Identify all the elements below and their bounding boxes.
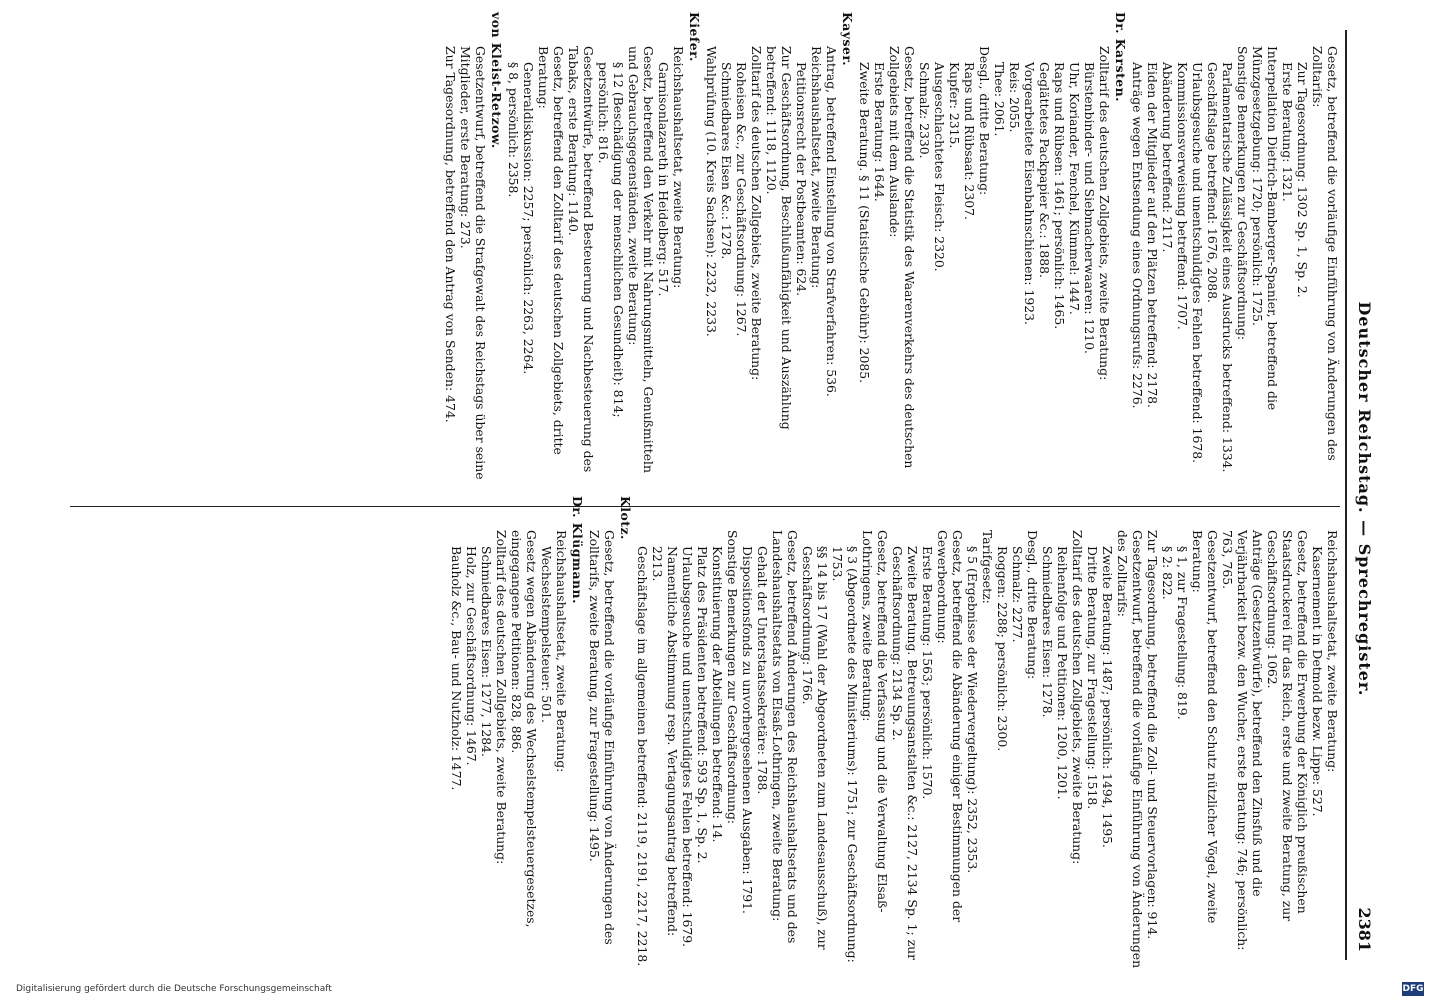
entry-text: Urlaubsgesuche und unentschuldigtes Fehlen betreffend: 1678. <box>1190 62 1205 464</box>
entry-text: Kasernement in Detmold bezw. Lippe: 527. <box>1310 546 1325 817</box>
register-entry <box>1310 46 1340 486</box>
register-entry <box>1040 530 1055 970</box>
entry-text: Zur Geschäftsordnung, Beschlußunfähigkeit und Auszählung betreffend: 1118, 1120. <box>764 46 794 430</box>
register-entry <box>1115 530 1145 970</box>
register-entry <box>671 12 702 486</box>
register-entry <box>494 530 509 970</box>
entry-text: Gesetz, betreffend die vorläufige Einführung von Änderungen des Zolltarifs: <box>1310 46 1340 461</box>
entry-text: Schmiedbares Eisen &c.: 1278. <box>719 62 734 260</box>
entry-text: Reichshaushaltsetat, zweite Beratung: <box>671 46 686 289</box>
register-entry <box>887 46 917 486</box>
entry-text: Petitionsrecht der Postbeamten: 624. <box>794 62 809 297</box>
entry-text: Schmiedbares Eisen: 1277, 1284. <box>479 546 494 757</box>
page-header <box>1348 38 1374 960</box>
entry-text: Vorgearbeitete Eisenbahnschienen: 1923. <box>1022 62 1037 325</box>
register-entry <box>824 12 855 486</box>
entry-text: Zolltarif des deutschen Zollgebiets, zweite Beratung: <box>494 530 509 865</box>
entry-text: Reichshaushaltsetat, zweite Beratung: <box>554 530 569 773</box>
register-entry <box>566 46 596 486</box>
entry-text: Gesetz, betreffend die Statistik des Waarenverkehrs des deutschen Zollgebiets mit dem Auslande: <box>887 46 917 469</box>
footer-credit: Digitalisierung gefördert durch die Deutsche Forschungsgemeinschaft <box>16 984 332 994</box>
entry-text: Anträge wegen Entsendung eines Ordnungsrufs: 2276. <box>1130 62 1145 409</box>
entry-text: Holz, zur Geschäftsordnung: 1467. <box>464 546 479 766</box>
register-entry <box>734 46 749 486</box>
entry-text: Bauholz &c., Bau- und Nutzholz: 1477. <box>449 546 464 791</box>
entry-text: Wechselstempelsteuer: 501. <box>539 546 554 723</box>
entry-text: Erste Beratung: 1321. <box>1280 62 1295 202</box>
entry-text: Thee: 2061. <box>992 62 1007 137</box>
register-entry <box>770 530 800 970</box>
entry-text: Gesetzentwurf, betreffend den Schutz nützlicher Vögel, zweite Beratung: <box>1190 530 1220 924</box>
register-entry <box>1220 46 1235 486</box>
page-number: 2381 <box>1355 907 1374 952</box>
register-entry <box>1085 530 1100 970</box>
register-entry <box>656 46 671 486</box>
entry-text: Geschäftslage im allgemeinen betreffend: 2119, 2191, 2217, 2218. <box>635 546 650 967</box>
register-entry <box>749 46 764 486</box>
register-entry <box>1025 530 1040 970</box>
entry-text: Bürstenbinder- und Siebmacherwaaren: 1210. <box>1082 62 1097 354</box>
register-entry <box>536 46 566 486</box>
register-entry <box>890 530 920 970</box>
register-entry <box>449 530 464 970</box>
register-entry <box>695 530 710 970</box>
entry-text: Zolltarif des deutschen Zollgebiets, zweite Beratung: <box>1097 46 1112 381</box>
register-entry <box>830 530 860 970</box>
register-entry <box>1097 12 1128 486</box>
entry-text: Generaldiskussion: 2257; persönlich: 2263, 2264. <box>521 62 536 375</box>
register-entry <box>1037 46 1052 486</box>
entry-text: Anträge (Gesetzentwürfe), betreffend den Zinsfuß und die Verjährbarkeit bezw. den Wucher, erste Beratung: 746; persönlich: 763, 765. <box>1220 530 1265 951</box>
entry-text: Zolltarif des deutschen Zollgebiets, zweite Beratung: <box>749 46 764 381</box>
register-entry <box>506 46 521 486</box>
register-entry <box>1100 530 1115 970</box>
entry-text: §§ 14 bis 17 (Wahl der Abgeordneten zum Landesausschuß), zur Geschäftsordnung: 1766. <box>800 546 830 950</box>
register-entry <box>1145 46 1160 486</box>
speaker-name: Dr. Klügmann. <box>570 496 585 604</box>
entry-text: Roggen: 2288; persönlich: 2300. <box>995 546 1010 752</box>
register-entry <box>1130 46 1145 486</box>
entry-text: Gesetz, betreffend die Erwerbung der Königlich preußischen Staatsdruckerei für das Reich, erste und zweite Beratung, zur Geschäftsordnung: 1062. <box>1265 530 1310 922</box>
register-entry <box>1325 530 1340 970</box>
speaker-name: von Kleist-Retzow. <box>489 12 504 149</box>
speaker-name: Dr. Karsten. <box>1113 12 1128 102</box>
register-entry <box>860 530 890 970</box>
register-entry <box>809 46 824 486</box>
entry-text: Gesetz, betreffend den Zolltarif des deutschen Zollgebiets, dritte Beratung: <box>536 46 566 455</box>
entry-text: Gesetzentwürfe, betreffend Besteuerung und Nachbesteuerung des Tabaks, erste Beratung: 1140. <box>566 46 596 473</box>
register-entry <box>1175 46 1190 486</box>
register-entry <box>1235 46 1250 486</box>
entry-text: Geschäftslage betreffend: 1676, 2088. <box>1205 62 1220 303</box>
register-entry <box>479 530 494 970</box>
entry-text: Abänderung betreffend: 2117. <box>1160 62 1175 253</box>
entry-text: Platz des Präsidenten betreffend: 593 Sp. 1, Sp. 2. <box>695 546 710 864</box>
register-entry <box>719 46 734 486</box>
register-entry <box>1205 46 1220 486</box>
entry-text: Roheisen &c., zur Geschäftsordnung: 1267. <box>734 62 749 337</box>
register-entry <box>635 530 650 970</box>
register-entry <box>626 46 656 486</box>
entry-text: Namentliche Abstimmung resp. Vertagungsantrag betreffend: 2213. <box>650 546 680 937</box>
entry-text: Konstituierung der Abteilungen betreffend: 14. <box>710 546 725 843</box>
speaker-name: Kayser. <box>840 12 855 67</box>
entry-text: Raps und Rübsen: 1461; persönlich: 1465. <box>1052 62 1067 330</box>
entry-text: Zur Tagesordnung, betreffend den Antrag von Senden: 474. <box>443 46 458 423</box>
register-entry <box>800 530 830 970</box>
register-entry <box>1220 530 1265 970</box>
entry-text: Erste Beratung: 1563; persönlich: 1570. <box>920 546 935 800</box>
register-entry <box>1295 46 1310 486</box>
register-entry <box>539 530 554 970</box>
entry-text: Wahlprüfung (10. Kreis Sachsen): 2232, 2233. <box>704 46 719 337</box>
entry-text: Erste Beratung: 1644. <box>872 62 887 202</box>
entry-text: Kommissionsverweisung betreffend: 1707. <box>1175 62 1190 330</box>
entry-text: Desgl., dritte Beratung: <box>1025 530 1040 680</box>
register-entry <box>443 46 458 486</box>
register-entry <box>1055 530 1070 970</box>
left-column <box>443 12 1340 486</box>
right-column <box>449 496 1340 970</box>
register-entry <box>554 496 585 970</box>
register-entry <box>680 530 695 970</box>
register-entry <box>1022 46 1037 486</box>
register-entry <box>1067 46 1082 486</box>
entry-text: Reis: 2055. <box>1007 62 1022 133</box>
register-entry <box>458 12 504 486</box>
entry-text: Zur Tagesordnung, betreffend die Zoll- und Steuervorlagen: 914. <box>1145 530 1160 940</box>
entry-text: Tarifgesetz: <box>980 530 995 604</box>
register-entry <box>755 530 770 970</box>
register-entry <box>1280 46 1295 486</box>
entry-text: Gesetz wegen Abänderung des Wechselstempelsteuergesetzes, eingegangene Petitionen: 828, 886. <box>509 530 539 928</box>
entry-text: Schmalz: 2330. <box>917 62 932 159</box>
entry-text: Gesetz, betreffend die Verfassung und die Verwaltung Elsaß-Lothringens, zweite Beratung: <box>860 530 890 913</box>
entry-text: § 3 (Abgeordnete des Ministeriums): 1751; zur Geschäftsordnung: 1753. <box>830 546 860 963</box>
register-entry <box>1175 530 1190 970</box>
register-entry <box>965 530 980 970</box>
register-entry <box>947 46 962 486</box>
entry-text: Gesetz, betreffend den Verkehr mit Nahrungsmitteln, Genußmitteln und Gebrauchsgegenständen, zweite Beratung: <box>626 46 656 473</box>
entry-text: Urlaubsgesuche und unentschuldigtes Fehlen betreffend: 1679. <box>680 546 695 948</box>
entry-text: Ausgeschlachtetes Fleisch: 2320. <box>932 62 947 272</box>
entry-text: Zur Tagesordnung: 1302 Sp. 1, Sp. 2. <box>1295 62 1310 298</box>
entry-text: Antrag, betreffend Einstellung von Strafverfahren: 536. <box>824 46 839 397</box>
entry-text: Gesetz, betreffend die vorläufige Einführung von Änderungen des Zolltarifs, zweite Beratung, zur Fragestellung: 1495. <box>587 530 617 945</box>
entry-text: Eiden der Mitglieder auf den Plätzen betreffend: 2178. <box>1145 62 1160 408</box>
register-entry <box>917 46 932 486</box>
register-entry <box>521 46 536 486</box>
entry-text: Interpellation Dietrich-Bamberger-Spanier, betreffend die Münzgesetzgebung: 1720; persönlich: 1725. <box>1250 46 1280 411</box>
entry-text: Zweite Beratung. § 11 (Statistische Gebühr): 2085. <box>857 62 872 384</box>
register-entry <box>1052 46 1067 486</box>
entry-text: Schmalz: 2277. <box>1010 546 1025 643</box>
entry-text: Sonstige Bemerkungen zur Geschäftsordnung: <box>1235 46 1250 341</box>
entry-text: Gesetzentwurf, betreffend die vorläufige Einführung von Änderungen des Zolltarifs: <box>1115 530 1145 969</box>
register-entry <box>764 46 794 486</box>
register-entry <box>1160 46 1175 486</box>
register-entry <box>995 530 1010 970</box>
register-entry <box>872 46 887 486</box>
register-entry <box>992 46 1007 486</box>
register-entry <box>740 530 755 970</box>
entry-text: Reichshaushaltsetat, zweite Beratung: <box>1325 530 1340 773</box>
entry-text: § 5 (Ergebnisse der Wiedervergeltung): 2352, 2353. <box>965 546 980 874</box>
register-entry <box>932 46 947 486</box>
register-entry <box>794 46 809 486</box>
register-entry <box>962 46 977 486</box>
register-entry <box>1007 46 1022 486</box>
entry-text: Kupfer: 2315. <box>947 62 962 149</box>
entry-text: Gesetzentwurf, betreffend die Strafgewalt des Reichstags über seine Mitglieder, erste Beratung: 273. <box>458 46 488 480</box>
header-rule <box>1345 30 1347 960</box>
register-entry <box>1010 530 1025 970</box>
entry-text: Dritte Beratung, zur Fragestellung: 1518. <box>1085 546 1100 810</box>
entry-text: Desgl., dritte Beratung: <box>977 46 992 196</box>
entry-text: Schmiedbares Eisen: 1278. <box>1040 546 1055 718</box>
register-entry <box>509 530 539 970</box>
entry-text: Uhr, Koriander, Fenchel, Kümmel: 1447. <box>1067 62 1082 315</box>
column-divider <box>70 506 1340 507</box>
register-entry <box>935 530 965 970</box>
entry-text: Gesetz, betreffend die Abänderung einiger Bestimmungen der Gewerbeordnung: <box>935 530 965 923</box>
entry-text: § 1, zur Fragestellung: 819. <box>1175 546 1190 720</box>
entry-text: Reihenfolge und Petitionen: 1200, 1201. <box>1055 546 1070 800</box>
entry-text: § 2: 822. <box>1160 546 1175 600</box>
entry-text: § 12 (Beschädigung der menschlichen Gesundheit): 814; persönlich: 816. <box>596 62 626 418</box>
register-entry <box>1310 530 1325 970</box>
register-entry <box>1070 530 1085 970</box>
register-entry <box>1250 46 1280 486</box>
register-entry <box>1265 530 1310 970</box>
entry-text: Zweite Beratung: 1487; persönlich: 1494, 1495. <box>1100 546 1115 848</box>
register-entry <box>977 46 992 486</box>
register-entry <box>1082 46 1097 486</box>
register-entry <box>1145 530 1160 970</box>
page-title: Deutscher Reichstag. — Sprechregister. <box>1355 301 1374 697</box>
register-entry <box>920 530 935 970</box>
speaker-name: Kiefer. <box>687 12 702 62</box>
register-entry <box>1190 46 1205 486</box>
dfg-logo: DFG <box>1402 984 1424 994</box>
entry-text: Dispositionsfonds zu unvorhergesehenen Ausgaben: 1791. <box>740 546 755 914</box>
entry-text: Sonstige Bemerkungen zur Geschäftsordnung: <box>725 530 740 825</box>
entry-text: Gehalt der Unterstaatssekretäre: 1788. <box>755 546 770 795</box>
register-entry <box>650 530 680 970</box>
entry-text: Reichshaushaltsetat, zweite Beratung: <box>809 46 824 289</box>
entry-text: Zolltarif des deutschen Zollgebiets, zweite Beratung: <box>1070 530 1085 865</box>
register-entry <box>725 530 740 970</box>
register-entry <box>587 496 633 970</box>
register-entry <box>1190 530 1220 970</box>
entry-text: Gesetz, betreffend Änderungen des Reichshaushaltsetats und des Landeshaushaltsetats von Elsaß-Lothringen, zweite Beratung: <box>770 530 800 944</box>
entry-text: Raps und Rübsaat: 2307. <box>962 62 977 220</box>
entry-text: § 8, persönlich: 2358. <box>506 62 521 198</box>
register-entry <box>704 46 719 486</box>
entry-text: Geglättetes Packpapier &c.: 1888. <box>1037 62 1052 278</box>
register-entry <box>857 46 872 486</box>
register-entry <box>596 46 626 486</box>
register-entry <box>710 530 725 970</box>
register-entry <box>980 530 995 970</box>
entry-text: Parlamentarische Zulässigkeit eines Ausdrucks betreffend: 1334. <box>1220 62 1235 473</box>
entry-text: Zweite Beratung. Betreuungsanstalten &c.: 2127, 2134 Sp. 1; zur Geschäftsordnung: 2134 Sp. 2. <box>890 546 920 961</box>
speaker-name: Klotz. <box>618 496 633 540</box>
entry-text: Garnisonlazareth in Heidelberg: 517. <box>656 62 671 297</box>
register-entry <box>1160 530 1175 970</box>
register-entry <box>464 530 479 970</box>
